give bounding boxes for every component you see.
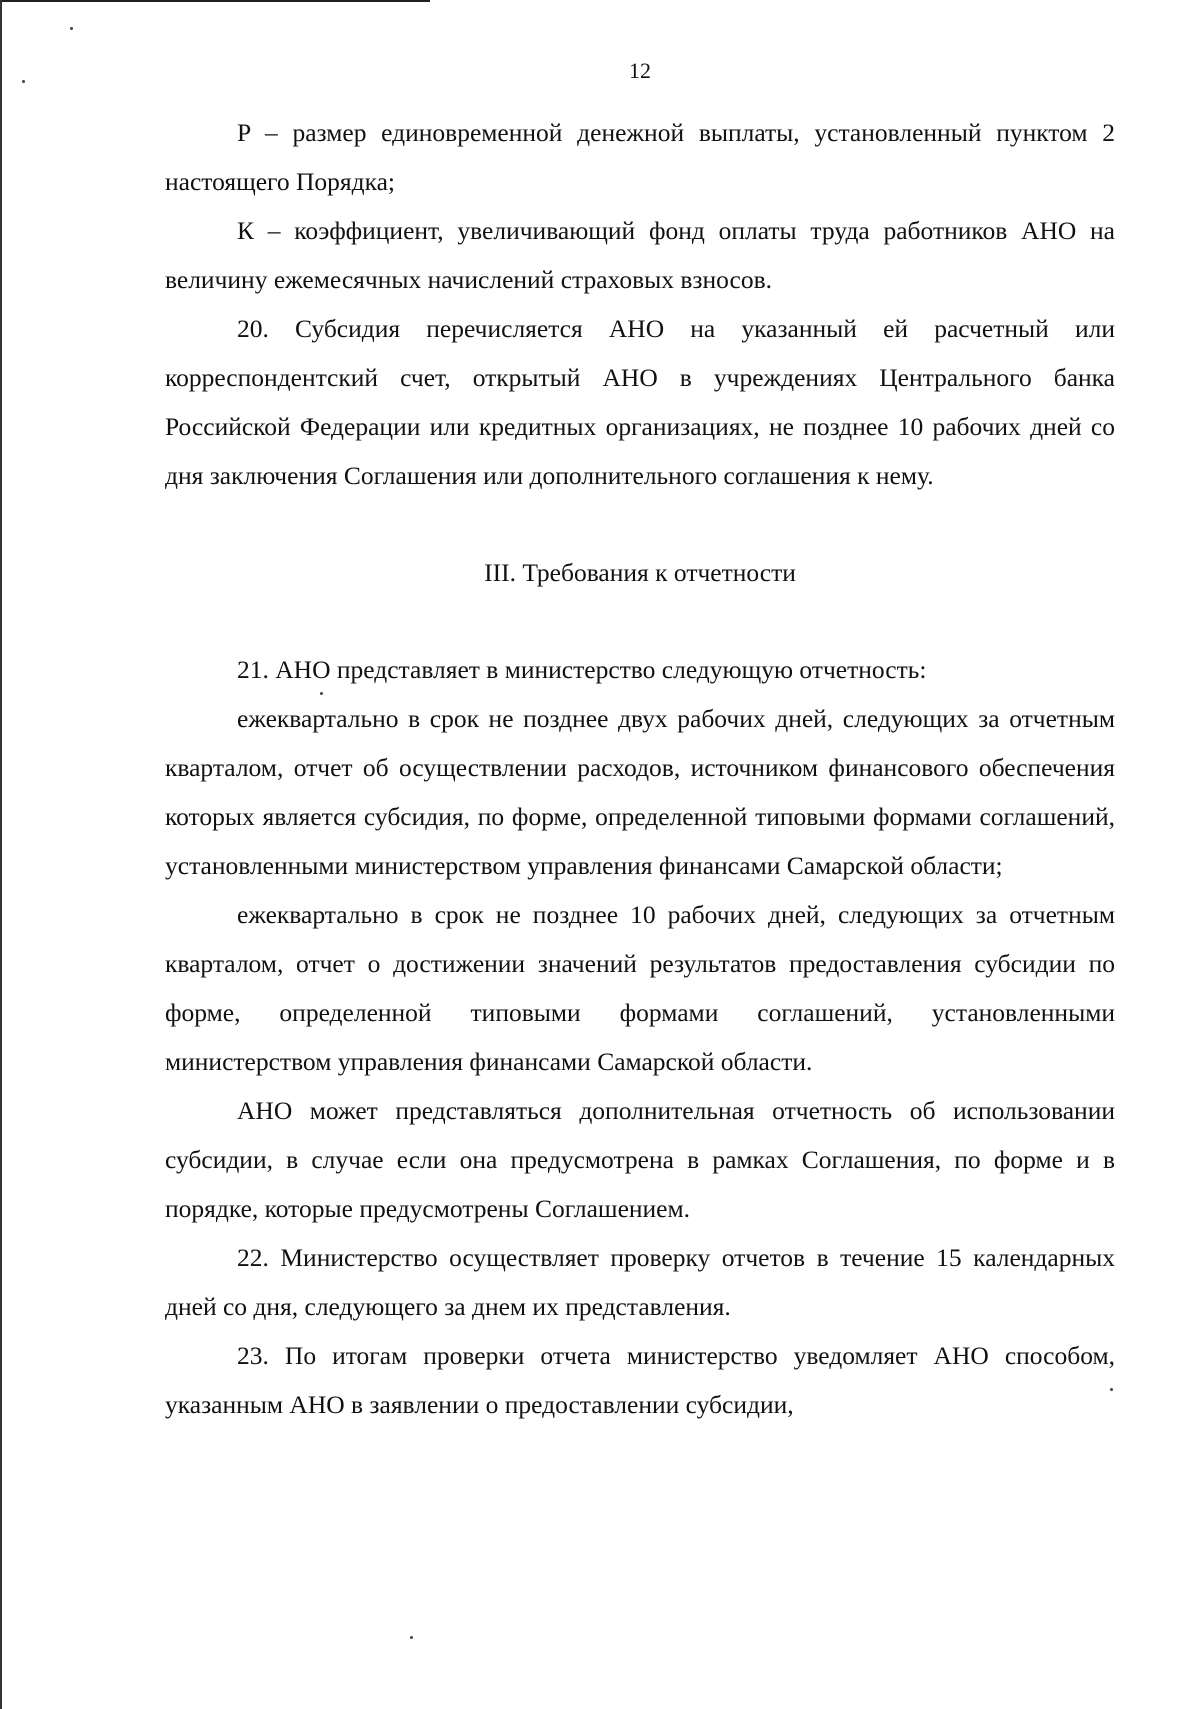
- paragraph: ежеквартально в срок не позднее двух рабочих дней, следующих за отчетным кварталом, отчет об осуществлении расходов, источником финансового обеспечения которых является субсидия, по форме, определенной типовыми формами соглашений, установленными министерством управления финансами Самарской области;: [165, 704, 1115, 880]
- section-heading: III. Требования к отчетности: [484, 558, 796, 587]
- paragraph: P – размер единовременной денежной выплаты, установленный пунктом 2 настоящего Порядка;: [165, 118, 1115, 196]
- scan-edge-left: [0, 0, 2, 1709]
- scan-edge-top: [0, 0, 430, 2]
- paragraph: 21. АНО представляет в министерство следующую отчетность:: [237, 655, 927, 684]
- document-body: [165, 108, 1115, 1429]
- paragraph: 22. Министерство осуществляет проверку отчетов в течение 15 календарных дней со дня, следующего за днем их представления.: [165, 1243, 1115, 1321]
- page-number: 12: [629, 58, 651, 83]
- paragraph: АНО может представляться дополнительная отчетность об использовании субсидии, в случае если она предусмотрена в рамках Соглашения, по форме и в порядке, которые предусмотрены Соглашением.: [165, 1096, 1115, 1223]
- scan-speck: [70, 27, 73, 30]
- scan-speck: [410, 1636, 413, 1639]
- paragraph: 23. По итогам проверки отчета министерство уведомляет АНО способом, указанным АНО в заявлении о предоставлении субсидии,: [165, 1341, 1115, 1419]
- paragraph: К – коэффициент, увеличивающий фонд оплаты труда работников АНО на величину ежемесячных начислений страховых взносов.: [165, 216, 1115, 294]
- paragraph: 20. Субсидия перечисляется АНО на указанный ей расчетный или корреспондентский счет, открытый АНО в учреждениях Центрального банка Российской Федерации или кредитных организациях, не позднее 10 рабочих дней со дня заключения Соглашения или дополнительного соглашения к нему.: [165, 314, 1115, 490]
- paragraph: ежеквартально в срок не позднее 10 рабочих дней, следующих за отчетным кварталом, отчет о достижении значений результатов предоставления субсидии по форме, определенной типовыми формами соглашений, установленными министерством управления финансами Самарской области.: [165, 900, 1115, 1076]
